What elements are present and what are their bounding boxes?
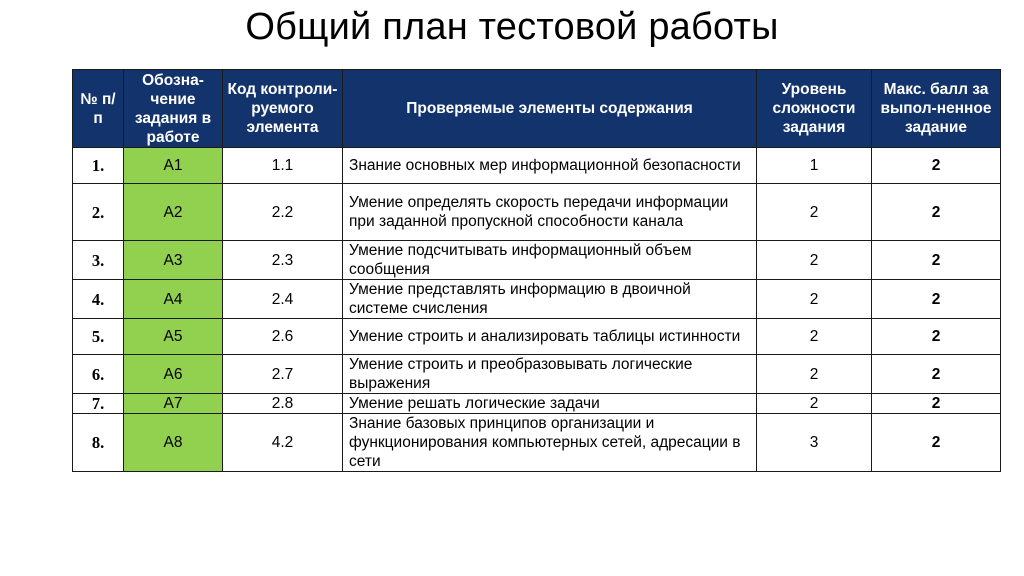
header-content: Проверяемые элементы содержания — [343, 70, 757, 148]
row-max-score: 2 — [872, 394, 1001, 414]
table-row — [73, 355, 1001, 394]
row-content: Умение подсчитывать информационный объем сообщения — [343, 241, 757, 280]
row-designation: А5 — [124, 319, 223, 355]
row-level: 2 — [757, 394, 872, 414]
row-code: 2.6 — [223, 319, 343, 355]
row-level: 2 — [757, 241, 872, 280]
table-row — [73, 241, 1001, 280]
row-level: 1 — [757, 148, 872, 184]
row-designation: А3 — [124, 241, 223, 280]
header-level: Уровень сложности задания — [757, 70, 872, 148]
row-num: 1. — [73, 148, 124, 184]
row-max-score: 2 — [872, 319, 1001, 355]
row-code: 2.7 — [223, 355, 343, 394]
table-header-row — [73, 70, 1001, 148]
row-designation: А4 — [124, 280, 223, 319]
row-num: 6. — [73, 355, 124, 394]
header-code: Код контроли-руемого элемента — [223, 70, 343, 148]
header-designation: Обозна-чение задания в работе — [124, 70, 223, 148]
row-level: 2 — [757, 280, 872, 319]
row-level: 2 — [757, 319, 872, 355]
row-content: Умение строить и анализировать таблицы истинности — [343, 319, 757, 355]
row-code: 2.8 — [223, 394, 343, 414]
row-code: 2.3 — [223, 241, 343, 280]
row-code: 4.2 — [223, 414, 343, 472]
row-designation: А2 — [124, 184, 223, 241]
row-content: Умение представлять информацию в двоичной системе счисления — [343, 280, 757, 319]
row-max-score: 2 — [872, 355, 1001, 394]
row-level: 2 — [757, 184, 872, 241]
row-max-score: 2 — [872, 280, 1001, 319]
row-num: 4. — [73, 280, 124, 319]
header-num: № п/п — [73, 70, 124, 148]
table-row — [73, 280, 1001, 319]
row-num: 7. — [73, 394, 124, 414]
row-level: 2 — [757, 355, 872, 394]
row-num: 8. — [73, 414, 124, 472]
row-max-score: 2 — [872, 414, 1001, 472]
page-title: Общий план тестовой работы — [245, 6, 779, 48]
table-row — [73, 394, 1001, 414]
row-num: 3. — [73, 241, 124, 280]
table-row — [73, 148, 1001, 184]
row-content: Умение решать логические задачи — [343, 394, 757, 414]
row-content: Знание основных мер информационной безопасности — [343, 148, 757, 184]
row-max-score: 2 — [872, 148, 1001, 184]
row-max-score: 2 — [872, 241, 1001, 280]
row-num: 2. — [73, 184, 124, 241]
table-row — [73, 414, 1001, 472]
row-code: 2.4 — [223, 280, 343, 319]
row-designation: А7 — [124, 394, 223, 414]
row-content: Знание базовых принципов организации и функционирования компьютерных сетей, адресации в сети — [343, 414, 757, 472]
test-plan-table — [72, 69, 1001, 472]
row-content: Умение строить и преобразовывать логические выражения — [343, 355, 757, 394]
row-content: Умение определять скорость передачи информации при заданной пропускной способности канала — [343, 184, 757, 241]
row-num: 5. — [73, 319, 124, 355]
row-code: 1.1 — [223, 148, 343, 184]
header-max-score: Макс. балл за выпол-ненное задание — [872, 70, 1001, 148]
row-level: 3 — [757, 414, 872, 472]
table-row — [73, 319, 1001, 355]
row-max-score: 2 — [872, 184, 1001, 241]
table-row — [73, 184, 1001, 241]
row-code: 2.2 — [223, 184, 343, 241]
row-designation: А1 — [124, 148, 223, 184]
row-designation: А8 — [124, 414, 223, 472]
row-designation: А6 — [124, 355, 223, 394]
